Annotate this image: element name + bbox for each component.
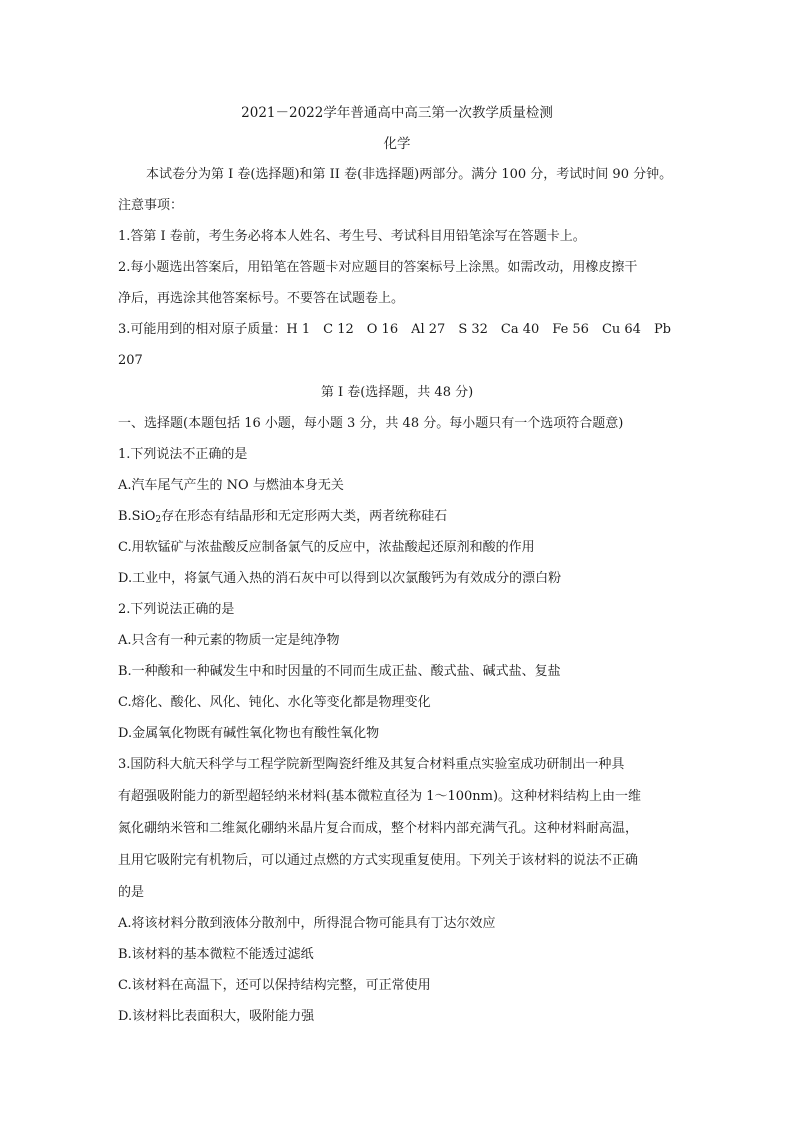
question-1-stem: 1.下列说法不正确的是 — [118, 447, 248, 462]
question-1-option-c: C.用软锰矿与浓盐酸反应制备氯气的反应中，浓盐酸起还原剂和酸的作用 — [118, 540, 535, 555]
q1-b-text: 存在形态有结晶形和无定形两大类，两者统称硅石 — [161, 509, 448, 524]
question-3-stem-line-1: 3.国防科大航天科学与工程学院新型陶瓷纤维及其复合材料重点实验室成功研制出一种具 — [118, 757, 625, 772]
question-2-option-b: B.一种酸和一种碱发生中和时因量的不同而生成正盐、酸式盐、碱式盐、复盐 — [118, 664, 561, 679]
question-3-option-a: A.将该材料分散到液体分散剂中，所得混合物可能具有丁达尔效应 — [118, 916, 496, 931]
notice-heading: 注意事项： — [118, 198, 184, 213]
subject-title: 化学 — [383, 136, 411, 152]
question-3-stem-line-3: 氮化硼纳米管和二维氮化硼纳米晶片复合而成，整个材料内部充满气孔。这种材料耐高温， — [118, 821, 639, 836]
question-1-option-b — [118, 508, 678, 526]
notice-item-2-line-2: 净后，再选涂其他答案标号。不要答在试题卷上。 — [118, 291, 405, 306]
question-2-option-a: A.只含有一种元素的物质一定是纯净物 — [118, 633, 340, 648]
question-1-option-a: A.汽车尾气产生的 NO 与燃油本身无关 — [118, 478, 344, 493]
question-1-option-d: D.工业中，将氯气通入热的消石灰中可以得到以次氯酸钙为有效成分的漂白粉 — [118, 571, 562, 586]
question-2-stem: 2.下列说法正确的是 — [118, 602, 235, 617]
exam-title: 2021－2022学年普通高中高三第一次教学质量检测 — [241, 105, 553, 121]
question-3-option-b: B.该材料的基本微粒不能透过滤纸 — [118, 947, 314, 962]
notice-item-3-line-1: 3.可能用到的相对原子质量：H 1 C 12 O 16 Al 27 S 32 Ca 40 Fe 56 Cu 64 Pb — [118, 322, 672, 337]
question-3-option-d: D.该材料比表面积大，吸附能力强 — [118, 1009, 315, 1024]
q1-b-prefix: B.SiO — [118, 509, 156, 524]
section-instructions: 一、选择题(本题包括 16 小题，每小题 3 分，共 48 分。每小题只有一个选项符合题意) — [118, 416, 624, 431]
question-2-option-c: C.熔化、酸化、风化、钝化、水化等变化都是物理变化 — [118, 695, 431, 710]
question-3-stem-line-5: 的是 — [118, 885, 145, 900]
exam-intro: 本试卷分为第 I 卷(选择题)和第 II 卷(非选择题)两部分。满分 100 分，考试时间 90 分钟。 — [146, 167, 673, 182]
question-3-option-c: C.该材料在高温下，还可以保持结构完整，可正常使用 — [118, 978, 431, 993]
question-3-stem-line-4: 且用它吸附完有机物后，可以通过点燃的方式实现重复使用。下列关于该材料的说法不正确 — [118, 853, 639, 868]
question-3-stem-line-2: 有超强吸附能力的新型超轻纳米材料(基本微粒直径为 1～100nm)。这种材料结构上由一维 — [118, 789, 642, 804]
section-title: 第 I 卷(选择题，共 48 分) — [320, 385, 474, 400]
q1-b-subscript: 2 — [155, 515, 162, 525]
notice-item-1: 1.答第 I 卷前，考生务必将本人姓名、考生号、考试科目用铅笔涂写在答题卡上。 — [118, 229, 586, 244]
notice-item-3-line-2: 207 — [118, 353, 143, 368]
notice-item-2-line-1: 2.每小题选出答案后，用铅笔在答题卡对应题目的答案标号上涂黑。如需改动，用橡皮擦干 — [118, 260, 638, 275]
question-2-option-d: D.金属氧化物既有碱性氧化物也有酸性氧化物 — [118, 726, 380, 741]
